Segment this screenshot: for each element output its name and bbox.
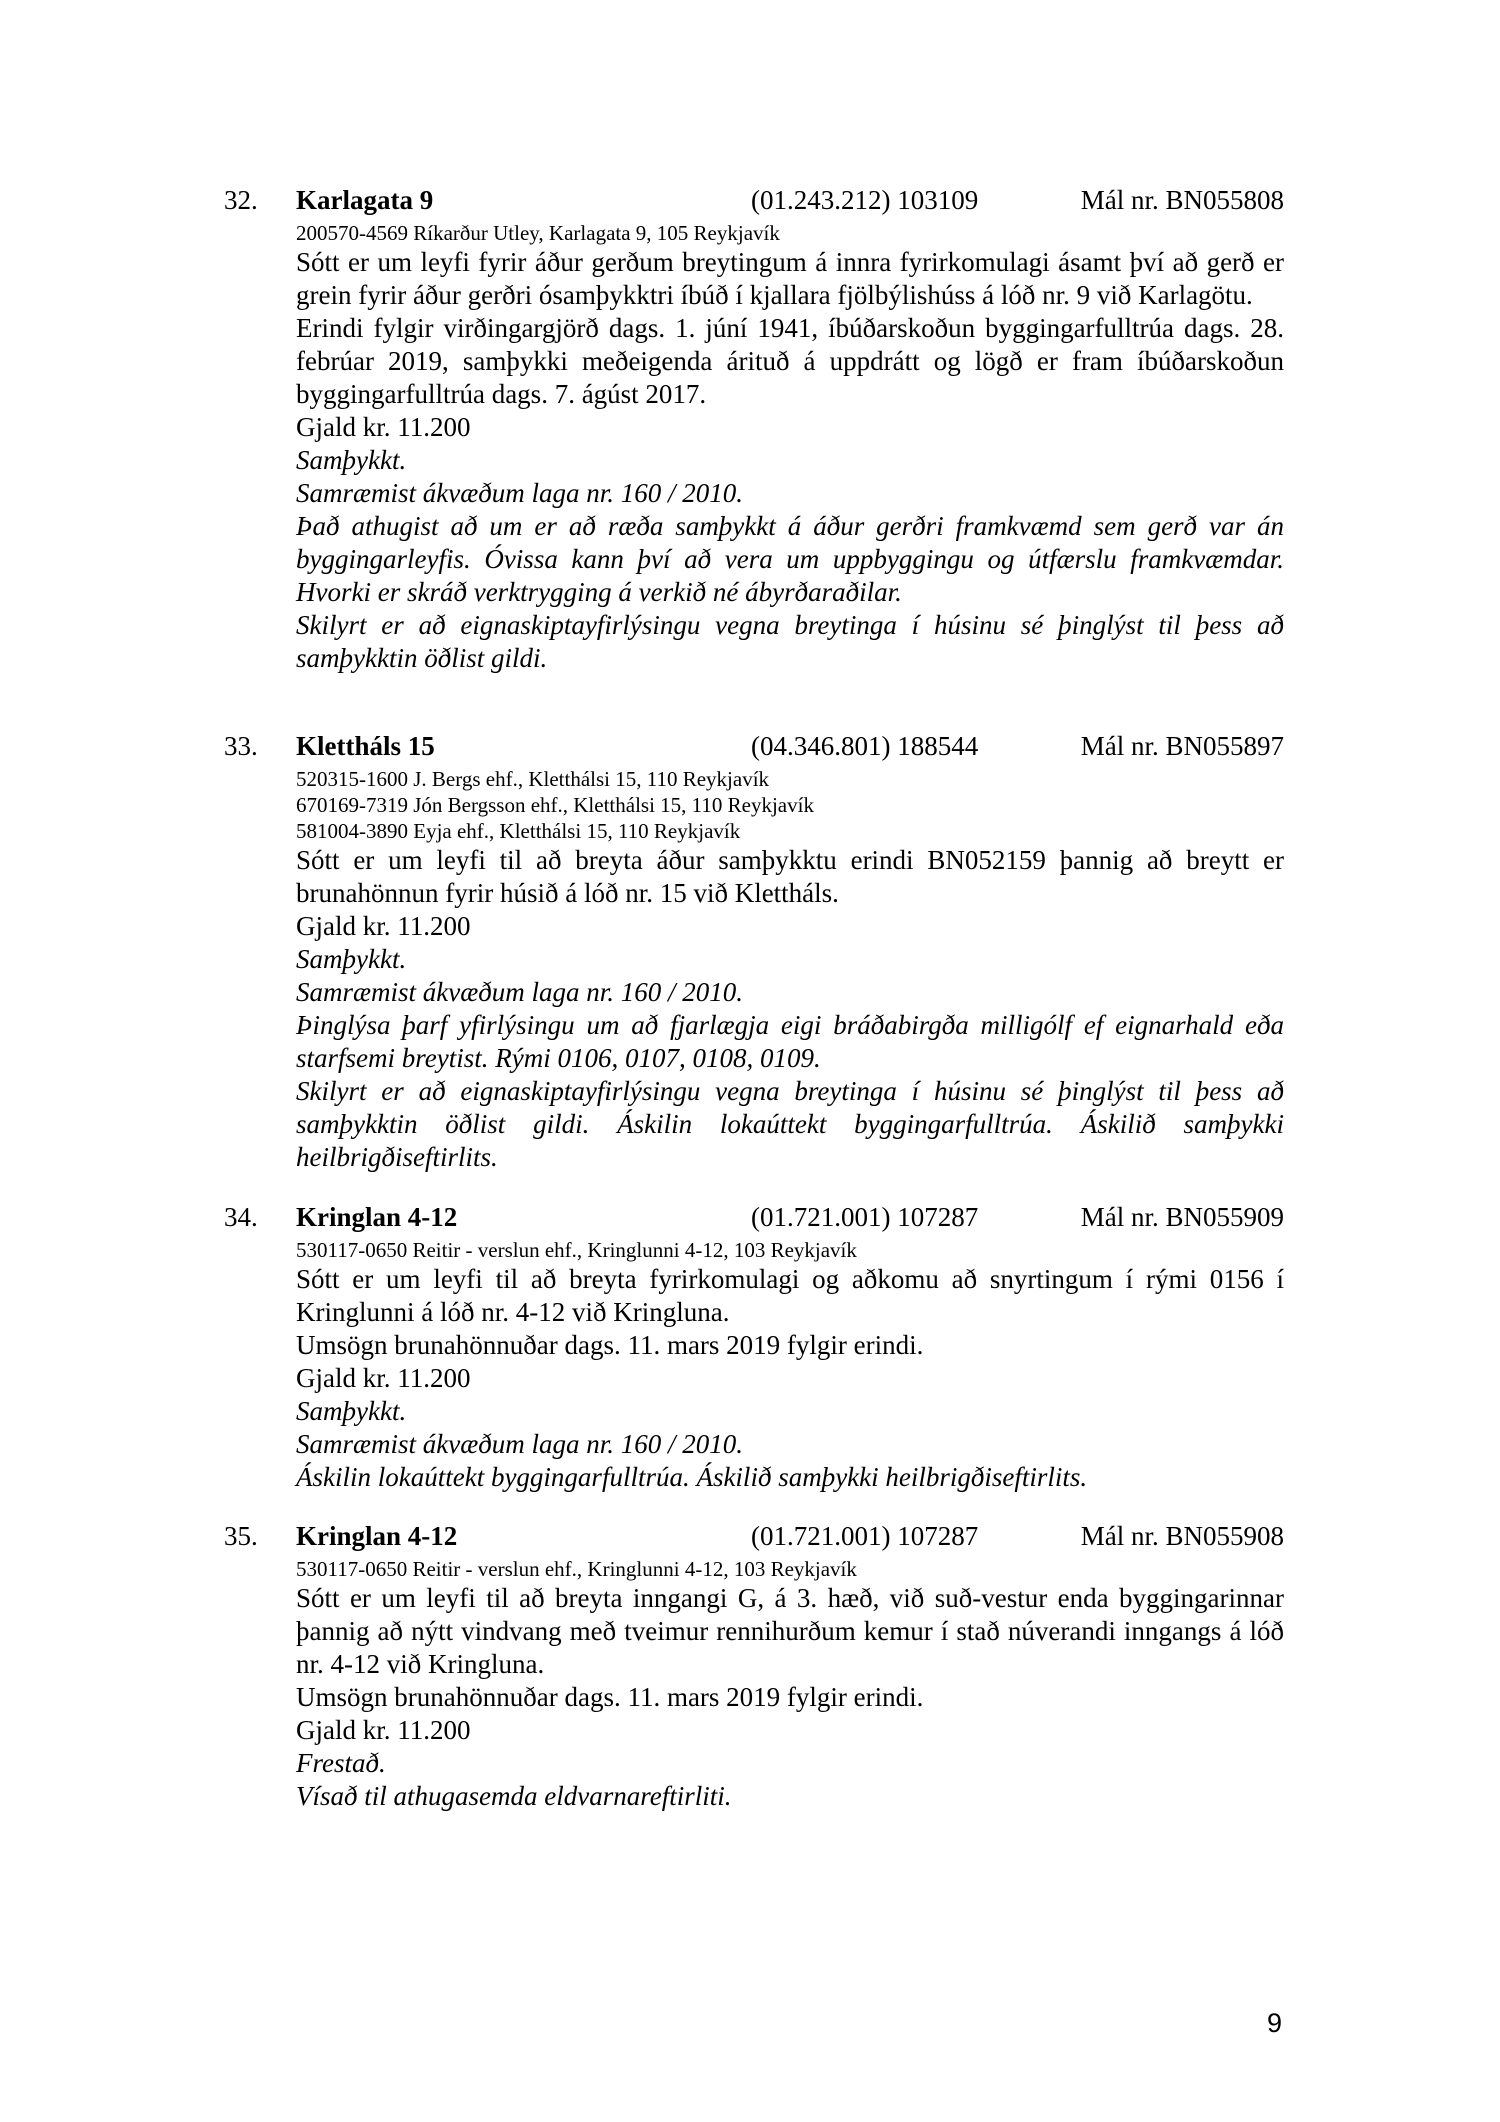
condition-line: Samræmist ákvæðum laga nr. 160 / 2010.: [296, 478, 744, 508]
item-number: 35.: [224, 1521, 258, 1551]
application-note: Erindi fylgir virðingargjörð dags. 1. júní 1941, íbúðarskoðun byggingarfulltrúa dags. 28. febrúar 2019, samþykki meðeigenda árituð á uppdrátt og lögð er fram íbúðarskoðun byggingarfulltrúa dags. 7. ágúst 2017.: [296, 313, 1284, 409]
fee-line: Gjald kr. 11.200: [296, 911, 471, 941]
item-header: [224, 1516, 1284, 1556]
property-address: Klettháls 15: [296, 731, 435, 761]
decision: Samþykkt.: [296, 944, 407, 974]
case-number: Mál nr. BN055897: [1080, 731, 1284, 761]
lot-identifier: (01.721.001) 107287: [751, 1202, 979, 1232]
agenda-item-35: [224, 1516, 1284, 1813]
application-description: Sótt er um leyfi til að breyta inngangi G, á 3. hæð, við suð-vestur enda byggingarinnar þannig að nýtt vindvang með tveimur rennihurðum kemur í stað núverandi inngangs á lóð nr. 4-12 við Kringluna.: [296, 1583, 1284, 1679]
condition-line: Skilyrt er að eignaskiptayfirlýsingu vegna breytinga í húsinu sé þinglýst til þess að samþykktin öðlist gildi.: [296, 610, 1284, 673]
item-header: [224, 1197, 1284, 1237]
condition-line: Þinglýsa þarf yfirlýsingu um að fjarlægja eigi bráðabirgða milligólf ef eignarhald eða starfsemi breytist. Rými 0106, 0107, 0108, 0109.: [296, 1010, 1284, 1073]
item-number: 33.: [224, 731, 258, 761]
application-note: Umsögn brunahönnuðar dags. 11. mars 2019 fylgir erindi.: [296, 1330, 924, 1360]
applicant-line: 670169-7319 Jón Bergsson ehf., Kletthálsi 15, 110 Reykjavík: [296, 793, 814, 817]
decision: Frestað.: [296, 1748, 386, 1778]
decision: Samþykkt.: [296, 1396, 407, 1426]
case-number: Mál nr. BN055908: [1080, 1521, 1284, 1551]
applicant-line: 581004-3890 Eyja ehf., Kletthálsi 15, 110 Reykjavík: [296, 819, 741, 843]
fee-line: Gjald kr. 11.200: [296, 1363, 471, 1393]
case-number: Mál nr. BN055909: [1080, 1202, 1284, 1232]
decision: Samþykkt.: [296, 445, 407, 475]
agenda-item-33: [224, 726, 1284, 1174]
page-number: 9: [1266, 2008, 1282, 2038]
lot-identifier: (04.346.801) 188544: [751, 731, 979, 761]
property-address: Kringlan 4-12: [296, 1202, 458, 1232]
item-number: 32.: [224, 185, 258, 215]
condition-line: Áskilin lokaúttekt byggingarfulltrúa. Áskilið samþykki heilbrigðiseftirlits.: [296, 1462, 1088, 1492]
item-header: [224, 726, 1284, 766]
application-description: Sótt er um leyfi fyrir áður gerðum breytingum á innra fyrirkomulagi ásamt því að gerð er grein fyrir áður gerðri ósamþykktri íbúð í kjallara fjölbýlishúss á lóð nr. 9 við Karlagötu.: [296, 247, 1284, 310]
condition-line: Skilyrt er að eignaskiptayfirlýsingu vegna breytinga í húsinu sé þinglýst til þess að samþykktin öðlist gildi. Áskilin lokaúttekt byggingarfulltrúa. Áskilið samþykki heilbrigðiseftirlits.: [296, 1076, 1284, 1172]
item-header: [224, 180, 1284, 220]
agenda-item-32: [224, 180, 1284, 675]
application-description: Sótt er um leyfi til að breyta fyrirkomulagi og aðkomu að snyrtingum í rými 0156 í Kringlunni á lóð nr. 4-12 við Kringluna.: [296, 1264, 1284, 1327]
property-address: Kringlan 4-12: [296, 1521, 458, 1551]
item-number: 34.: [224, 1202, 258, 1232]
applicant-line: 200570-4569 Ríkarður Utley, Karlagata 9, 105 Reykjavík: [296, 221, 780, 245]
applicant-line: 530117-0650 Reitir - verslun ehf., Kringlunni 4-12, 103 Reykjavík: [296, 1238, 857, 1262]
applicant-line: 520315-1600 J. Bergs ehf., Kletthálsi 15, 110 Reykjavík: [296, 767, 770, 791]
condition-line: Samræmist ákvæðum laga nr. 160 / 2010.: [296, 977, 744, 1007]
applicant-line: 530117-0650 Reitir - verslun ehf., Kringlunni 4-12, 103 Reykjavík: [296, 1557, 857, 1581]
application-description: Sótt er um leyfi til að breyta áður samþykktu erindi BN052159 þannig að breytt er brunahönnun fyrir húsið á lóð nr. 15 við Klettháls.: [296, 845, 1284, 908]
condition-line: Vísað til athugasemda eldvarnareftirliti.: [296, 1781, 732, 1811]
lot-identifier: (01.721.001) 107287: [751, 1521, 979, 1551]
condition-line: Samræmist ákvæðum laga nr. 160 / 2010.: [296, 1429, 744, 1459]
lot-identifier: (01.243.212) 103109: [751, 185, 979, 215]
agenda-item-34: [224, 1197, 1284, 1494]
condition-line: Það athugist að um er að ræða samþykkt á áður gerðri framkvæmd sem gerð var án byggingarleyfis. Óvissa kann því að vera um uppbyggingu og útfærslu framkvæmdar. Hvorki er skráð verktrygging á verkið né ábyrðaraðilar.: [296, 511, 1284, 607]
property-address: Karlagata 9: [296, 185, 434, 215]
case-number: Mál nr. BN055808: [1080, 185, 1284, 215]
fee-line: Gjald kr. 11.200: [296, 412, 471, 442]
application-note: Umsögn brunahönnuðar dags. 11. mars 2019 fylgir erindi.: [296, 1682, 924, 1712]
fee-line: Gjald kr. 11.200: [296, 1715, 471, 1745]
